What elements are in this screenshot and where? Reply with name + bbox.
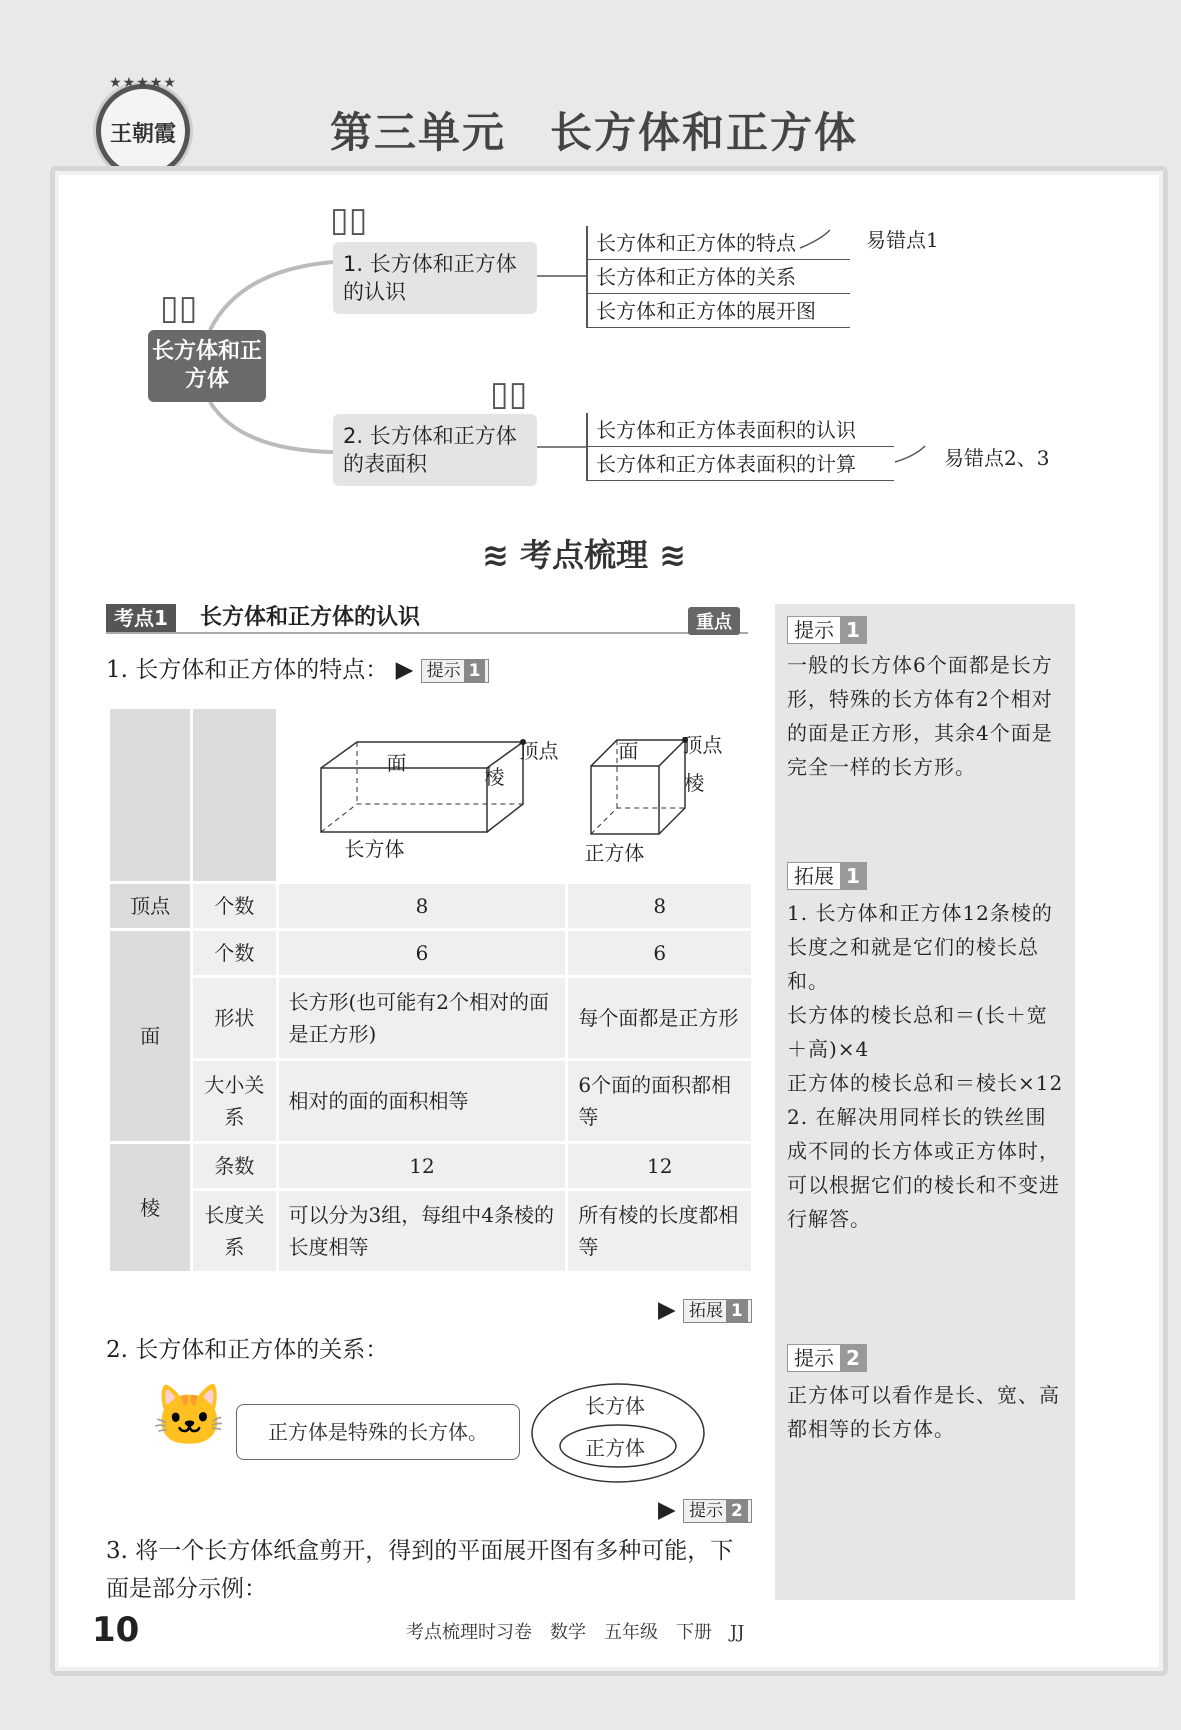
extension-ref-1[interactable] [683, 1299, 752, 1323]
play-icon: ▶ [658, 1497, 676, 1523]
cube-vertex-label: 顶点 [682, 733, 723, 757]
venn-inner-label: 正方体 [585, 1436, 645, 1460]
row-group-edge: 棱 [110, 1144, 190, 1271]
cuboid-value: 长方形(也可能有2个相对的面是正方形) [279, 978, 566, 1058]
sidebar-tip-1-text: 一般的长方体6个面都是长方形，特殊的长方体有2个相对的面是正方形，其余4个面是完全一样的长方形。 [787, 653, 1053, 779]
cuboid-value: 可以分为3组，每组中4条棱的长度相等 [279, 1191, 566, 1271]
section-heading: ≋ 考点梳理 ≋ [482, 536, 686, 574]
cube-edge-label: 棱 [684, 771, 705, 795]
features-table [107, 706, 754, 1274]
row-sub: 长度关系 [193, 1191, 275, 1271]
tip-ref-label: 提示 [426, 661, 461, 681]
cuboid-face-label: 面 [386, 751, 407, 775]
footer-text: 考点梳理时习卷 数学 五年级 下册 JJ [406, 1622, 745, 1643]
star-icons: ★★★★★ [109, 75, 177, 91]
page-number: 10 [92, 1610, 140, 1650]
sidebar-ext-1-tag [787, 862, 867, 890]
sidebar-tag-num: 2 [840, 1345, 866, 1371]
cuboid-value: 8 [279, 884, 566, 928]
cube-value: 12 [568, 1144, 751, 1188]
cube-value: 每个面都是正方形 [568, 978, 751, 1058]
cat-icon: 🐱 [152, 1381, 227, 1451]
cuboid-vertex-label: 顶点 [518, 739, 559, 763]
row-sub: 个数 [193, 884, 275, 928]
tip-ref-2[interactable] [683, 1499, 752, 1523]
table-corner [110, 709, 190, 881]
cube-value: 6 [568, 931, 751, 975]
row-sub: 个数 [193, 931, 275, 975]
leaf-item: 长方体和正方体的展开图 [588, 294, 850, 328]
tip-ref-label: 提示 [689, 1501, 724, 1521]
error-point-2: 易错点2、3 [944, 446, 1050, 470]
mindmap-branch-2-leaves [586, 413, 894, 481]
error-point-1: 易错点1 [866, 228, 939, 252]
leaf-item: 长方体和正方体的特点 [588, 226, 850, 260]
cube-figure-cell [568, 709, 751, 881]
sidebar-tag-num: 1 [840, 863, 866, 889]
key-point-badge: 重点 [688, 607, 740, 635]
row-group-vertex: 顶点 [110, 884, 190, 928]
sidebar-ext-para: 长方体的棱长总和＝(长＋宽＋高)×4 [787, 1003, 1048, 1061]
row-group-face: 面 [110, 931, 190, 1141]
tip-ref-2-row [658, 1494, 752, 1526]
cuboid-value: 12 [279, 1144, 566, 1188]
sidebar-tag-label: 提示 [794, 618, 834, 642]
play-icon: ▶ [658, 1297, 676, 1323]
leaf-item: 长方体和正方体的关系 [588, 260, 850, 294]
sidebar-ext-para: 1. 长方体和正方体12条棱的长度之和就是它们的棱长总和。 [787, 901, 1053, 993]
cube-face-label: 面 [618, 739, 639, 763]
extension-ref-label: 拓展 [689, 1301, 724, 1321]
question-1-text: 1. 长方体和正方体的特点： [106, 657, 389, 683]
character-icon: ▯▯ [490, 374, 528, 414]
section-title: 考点梳理 [519, 536, 648, 574]
row-sub: 条数 [193, 1144, 275, 1188]
play-icon: ▶ [395, 657, 414, 683]
question-2-text: 2. 长方体和正方体的关系： [106, 1337, 389, 1363]
speech-bubble: 正方体是特殊的长方体。 [236, 1404, 520, 1460]
tip-ref-num: 2 [726, 1500, 748, 1522]
row-sub: 形状 [193, 978, 275, 1058]
cuboid-name-label: 长方体 [344, 837, 405, 861]
sidebar-tip-2-text: 正方体可以看作是长、宽、高都相等的长方体。 [787, 1383, 1060, 1441]
sidebar-ext-1-body [787, 896, 1067, 1236]
kaodian-tag: 考点1 [106, 604, 176, 632]
question-1 [106, 654, 489, 686]
cube-value: 8 [568, 884, 751, 928]
character-icon: ▯▯ [160, 288, 198, 328]
tip-ref-1[interactable] [421, 659, 490, 683]
cube-name-label: 正方体 [584, 841, 645, 865]
unit-title: 第三单元 长方体和正方体 [330, 108, 859, 157]
leaf-item: 长方体和正方体表面积的认识 [588, 413, 894, 447]
sidebar-ext-para: 2. 在解决用同样长的铁丝围成不同的长方体或正方体时，可以根据它们的棱长和不变进行解答。 [787, 1105, 1060, 1231]
sidebar [775, 604, 1075, 1600]
sidebar-tip-1-tag [787, 616, 867, 644]
mindmap-center: 长方体和正方体 [148, 330, 266, 402]
extension-ref-row [658, 1294, 752, 1326]
sidebar-tag-num: 1 [840, 617, 866, 643]
kaodian-title: 长方体和正方体的认识 [200, 605, 421, 630]
logo-text: 王朝霞 [109, 121, 176, 147]
sidebar-tag-label: 拓展 [794, 864, 834, 888]
cuboid-edge-label: 棱 [484, 765, 505, 789]
mindmap-branch-1-leaves [586, 226, 850, 328]
cuboid-value: 相对的面的面积相等 [279, 1061, 566, 1141]
tip-ref-num: 1 [464, 660, 486, 682]
sidebar-ext-para: 正方体的棱长总和＝棱长×12 [787, 1071, 1064, 1095]
character-icon: ▯▯ [330, 200, 368, 240]
mindmap-branch-2: 2. 长方体和正方体的表面积 [333, 414, 537, 486]
extension-ref-num: 1 [726, 1300, 748, 1322]
cuboid-figure [287, 716, 557, 866]
cuboid-value: 6 [279, 931, 566, 975]
table-corner [193, 709, 275, 881]
cuboid-figure-cell [279, 709, 566, 881]
sidebar-tip-2-tag [787, 1344, 867, 1372]
question-3-text: 3. 将一个长方体纸盒剪开，得到的平面展开图有多种可能，下面是部分示例： [106, 1538, 734, 1602]
mindmap-branch-1: 1. 长方体和正方体的认识 [333, 242, 537, 314]
cube-value: 所有棱的长度都相等 [568, 1191, 751, 1271]
leaf-item: 长方体和正方体表面积的计算 [588, 447, 894, 481]
sidebar-tag-label: 提示 [794, 1346, 834, 1370]
row-sub: 大小关系 [193, 1061, 275, 1141]
cube-value: 6个面的面积都相等 [568, 1061, 751, 1141]
venn-outer-label: 长方体 [585, 1394, 645, 1418]
